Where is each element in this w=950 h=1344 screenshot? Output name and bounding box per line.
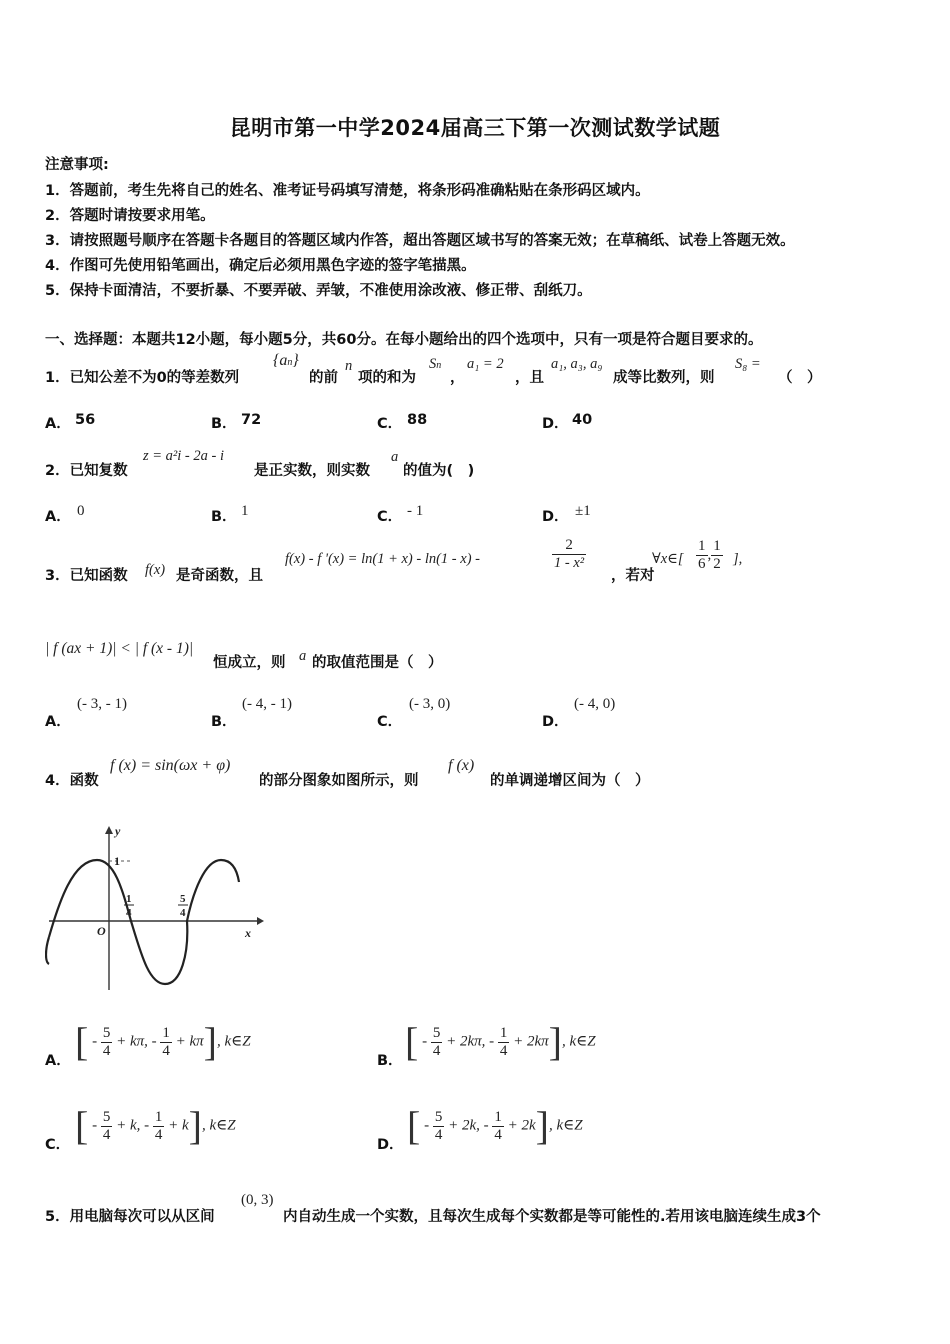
option-label: B． [211, 416, 237, 432]
option-value: - 1 [407, 503, 424, 519]
option-label: A． [45, 714, 71, 730]
option-value: 40 [572, 412, 593, 428]
option-value: (- 4, - 1) [242, 696, 292, 712]
option-value: 0 [77, 503, 85, 519]
section-heading: 一、选择题：本题共12小题，每小题5分，共60分。在每小题给出的四个选项中，只有一项是符合题目要求的。 [45, 332, 763, 348]
page-title: 昆明市第一中学2024届高三下第一次测试数学试题 [229, 116, 721, 140]
tick-5-4-num: 5 [180, 893, 186, 905]
q4-options-row1 [45, 1019, 905, 1082]
notice-heading: 注意事项: [45, 157, 109, 173]
q2-text: 是正实数，则实数 [254, 463, 370, 479]
origin-label: O [97, 924, 106, 938]
option-a-interval: [ - $\frac{5}{4}$ + kπ, - $\frac{1}{4}$ + kπ], k∈Z [75, 1019, 251, 1064]
q1-text: 成等比数列，则 [613, 370, 715, 386]
q4-fx: f (x) [448, 757, 475, 774]
q1-n: n [345, 358, 353, 374]
q3-fx: f(x) [145, 562, 166, 578]
option-value: 56 [75, 412, 96, 428]
q2-a: a [391, 449, 399, 465]
notice-item: 1．答题前，考生先将自己的姓名、准考证号码填写清楚，将条形码准确粘贴在条形码区域内。 [45, 183, 650, 199]
q3-fraction: $\frac{2}{\text{1 - x²}}$ [554, 537, 585, 571]
q1-text: 的前 [309, 370, 338, 386]
q3-inequality: | f (ax + 1)| < | f (x - 1)| [45, 640, 194, 657]
notice-item: 3．请按照题号顺序在答题卡各题目的答题区域内作答，超出答题区域书写的答案无效；在草稿纸、试卷上答题无效。 [45, 233, 795, 249]
option-label: D． [542, 714, 569, 730]
q4-function: f (x) = sin(ωx + φ) [110, 757, 231, 774]
option-label: C． [377, 416, 403, 432]
q4-options-row2 [45, 1103, 905, 1166]
q4-text: 的部分图象如图所示，则 [259, 773, 419, 789]
q3-text: ，若对 [611, 568, 655, 584]
q5-interval: (0, 3) [241, 1192, 274, 1208]
option-b-interval: [ - $\frac{5}{4}$ + 2kπ, - $\frac{1}{4}$ + 2kπ], k∈Z [405, 1019, 596, 1064]
q2-text: 的值为( ) [403, 463, 475, 479]
q1-geo-seq: a₁, a₃, a₉ [551, 356, 603, 372]
option-label: C． [377, 714, 403, 730]
q1-sn: Sn [429, 356, 442, 372]
q5-text: 5．用电脑每次可以从区间 [45, 1209, 215, 1225]
one-label: 1 [114, 854, 120, 868]
q1-paren: （ ） [778, 370, 822, 386]
tick-1-4-den: 4 [126, 907, 132, 919]
x-label: x [245, 926, 251, 940]
notice-item: 5．保持卡面清洁，不要折暴、不要弄破、弄皱，不准使用涂改液、修正带、刮纸刀。 [45, 283, 592, 299]
option-label: A． [45, 509, 71, 525]
q1-s8: S₈ = [735, 356, 761, 372]
q3-text: 是奇函数，且 [176, 568, 263, 584]
x-axis-arrow [257, 917, 264, 925]
notice-item: 2．答题时请按要求用笔。 [45, 208, 215, 224]
y-label: y [115, 824, 121, 838]
sine-curve-tail [46, 937, 49, 964]
q3-a: a [299, 648, 307, 664]
option-label: A． [45, 416, 71, 432]
option-value: 1 [241, 503, 249, 519]
q4-text: 的单调递增区间为（ ） [490, 773, 650, 789]
tick-5-4-den: 4 [180, 907, 186, 919]
option-label: D． [377, 1137, 404, 1153]
q1-text: ， [450, 370, 465, 386]
option-label: A． [45, 1053, 71, 1069]
option-label: B． [377, 1053, 403, 1069]
tick-1-4-num: 1 [126, 893, 132, 905]
q3-text: 的取值范围是（ ） [312, 655, 443, 671]
q1-text: ，且 [515, 370, 544, 386]
q5-text: 内自动生成一个实数，且每次生成每个实数都是等可能性的.若用该电脑连续生成3个 [283, 1209, 821, 1225]
q3-forall: ∀x∈[ [652, 551, 684, 567]
sine-graph [45, 822, 265, 994]
q3-close: ], [733, 551, 743, 567]
q2-text: 2．已知复数 [45, 463, 128, 479]
sine-curve [49, 860, 239, 984]
q3-frac-1-6: $\frac{1}{6}$ , $\frac{1}{2}$ [698, 538, 721, 572]
q1-a1: a₁ = 2 [467, 356, 504, 372]
q3-text: 恒成立，则 [213, 655, 286, 671]
option-d-interval: [ - $\frac{5}{4}$ + 2k, - $\frac{1}{4}$ + 2k], k∈Z [407, 1103, 583, 1148]
option-label: D． [542, 509, 569, 525]
q3-equation: f(x) - f '(x) = ln(1 + x) - ln(1 - x) - [285, 551, 480, 567]
y-axis-arrow [105, 826, 113, 834]
option-value: (- 3, - 1) [77, 696, 127, 712]
option-value: 88 [407, 412, 428, 428]
option-value: (- 3, 0) [409, 696, 451, 712]
option-label: D． [542, 416, 569, 432]
option-value: (- 4, 0) [574, 696, 616, 712]
option-value: 72 [241, 412, 262, 428]
q2-z: z = a²i - 2a - i [143, 448, 224, 464]
option-label: C． [377, 509, 403, 525]
q1-seq-an: {an} [273, 352, 299, 369]
q3-text: 3．已知函数 [45, 568, 128, 584]
option-label: C． [45, 1137, 71, 1153]
option-label: B． [211, 509, 237, 525]
notice-item: 4．作图可先使用铅笔画出，确定后必须用黑色字迹的签字笔描黑。 [45, 258, 476, 274]
option-c-interval: [ - $\frac{5}{4}$ + k, - $\frac{1}{4}$ + k], k∈Z [75, 1103, 236, 1148]
q4-text: 4．函数 [45, 773, 99, 789]
q1-text: 1．已知公差不为0的等差数列 [45, 370, 240, 386]
q1-text: 项的和为 [358, 370, 416, 386]
option-label: B． [211, 714, 237, 730]
option-value: ±1 [575, 503, 591, 519]
